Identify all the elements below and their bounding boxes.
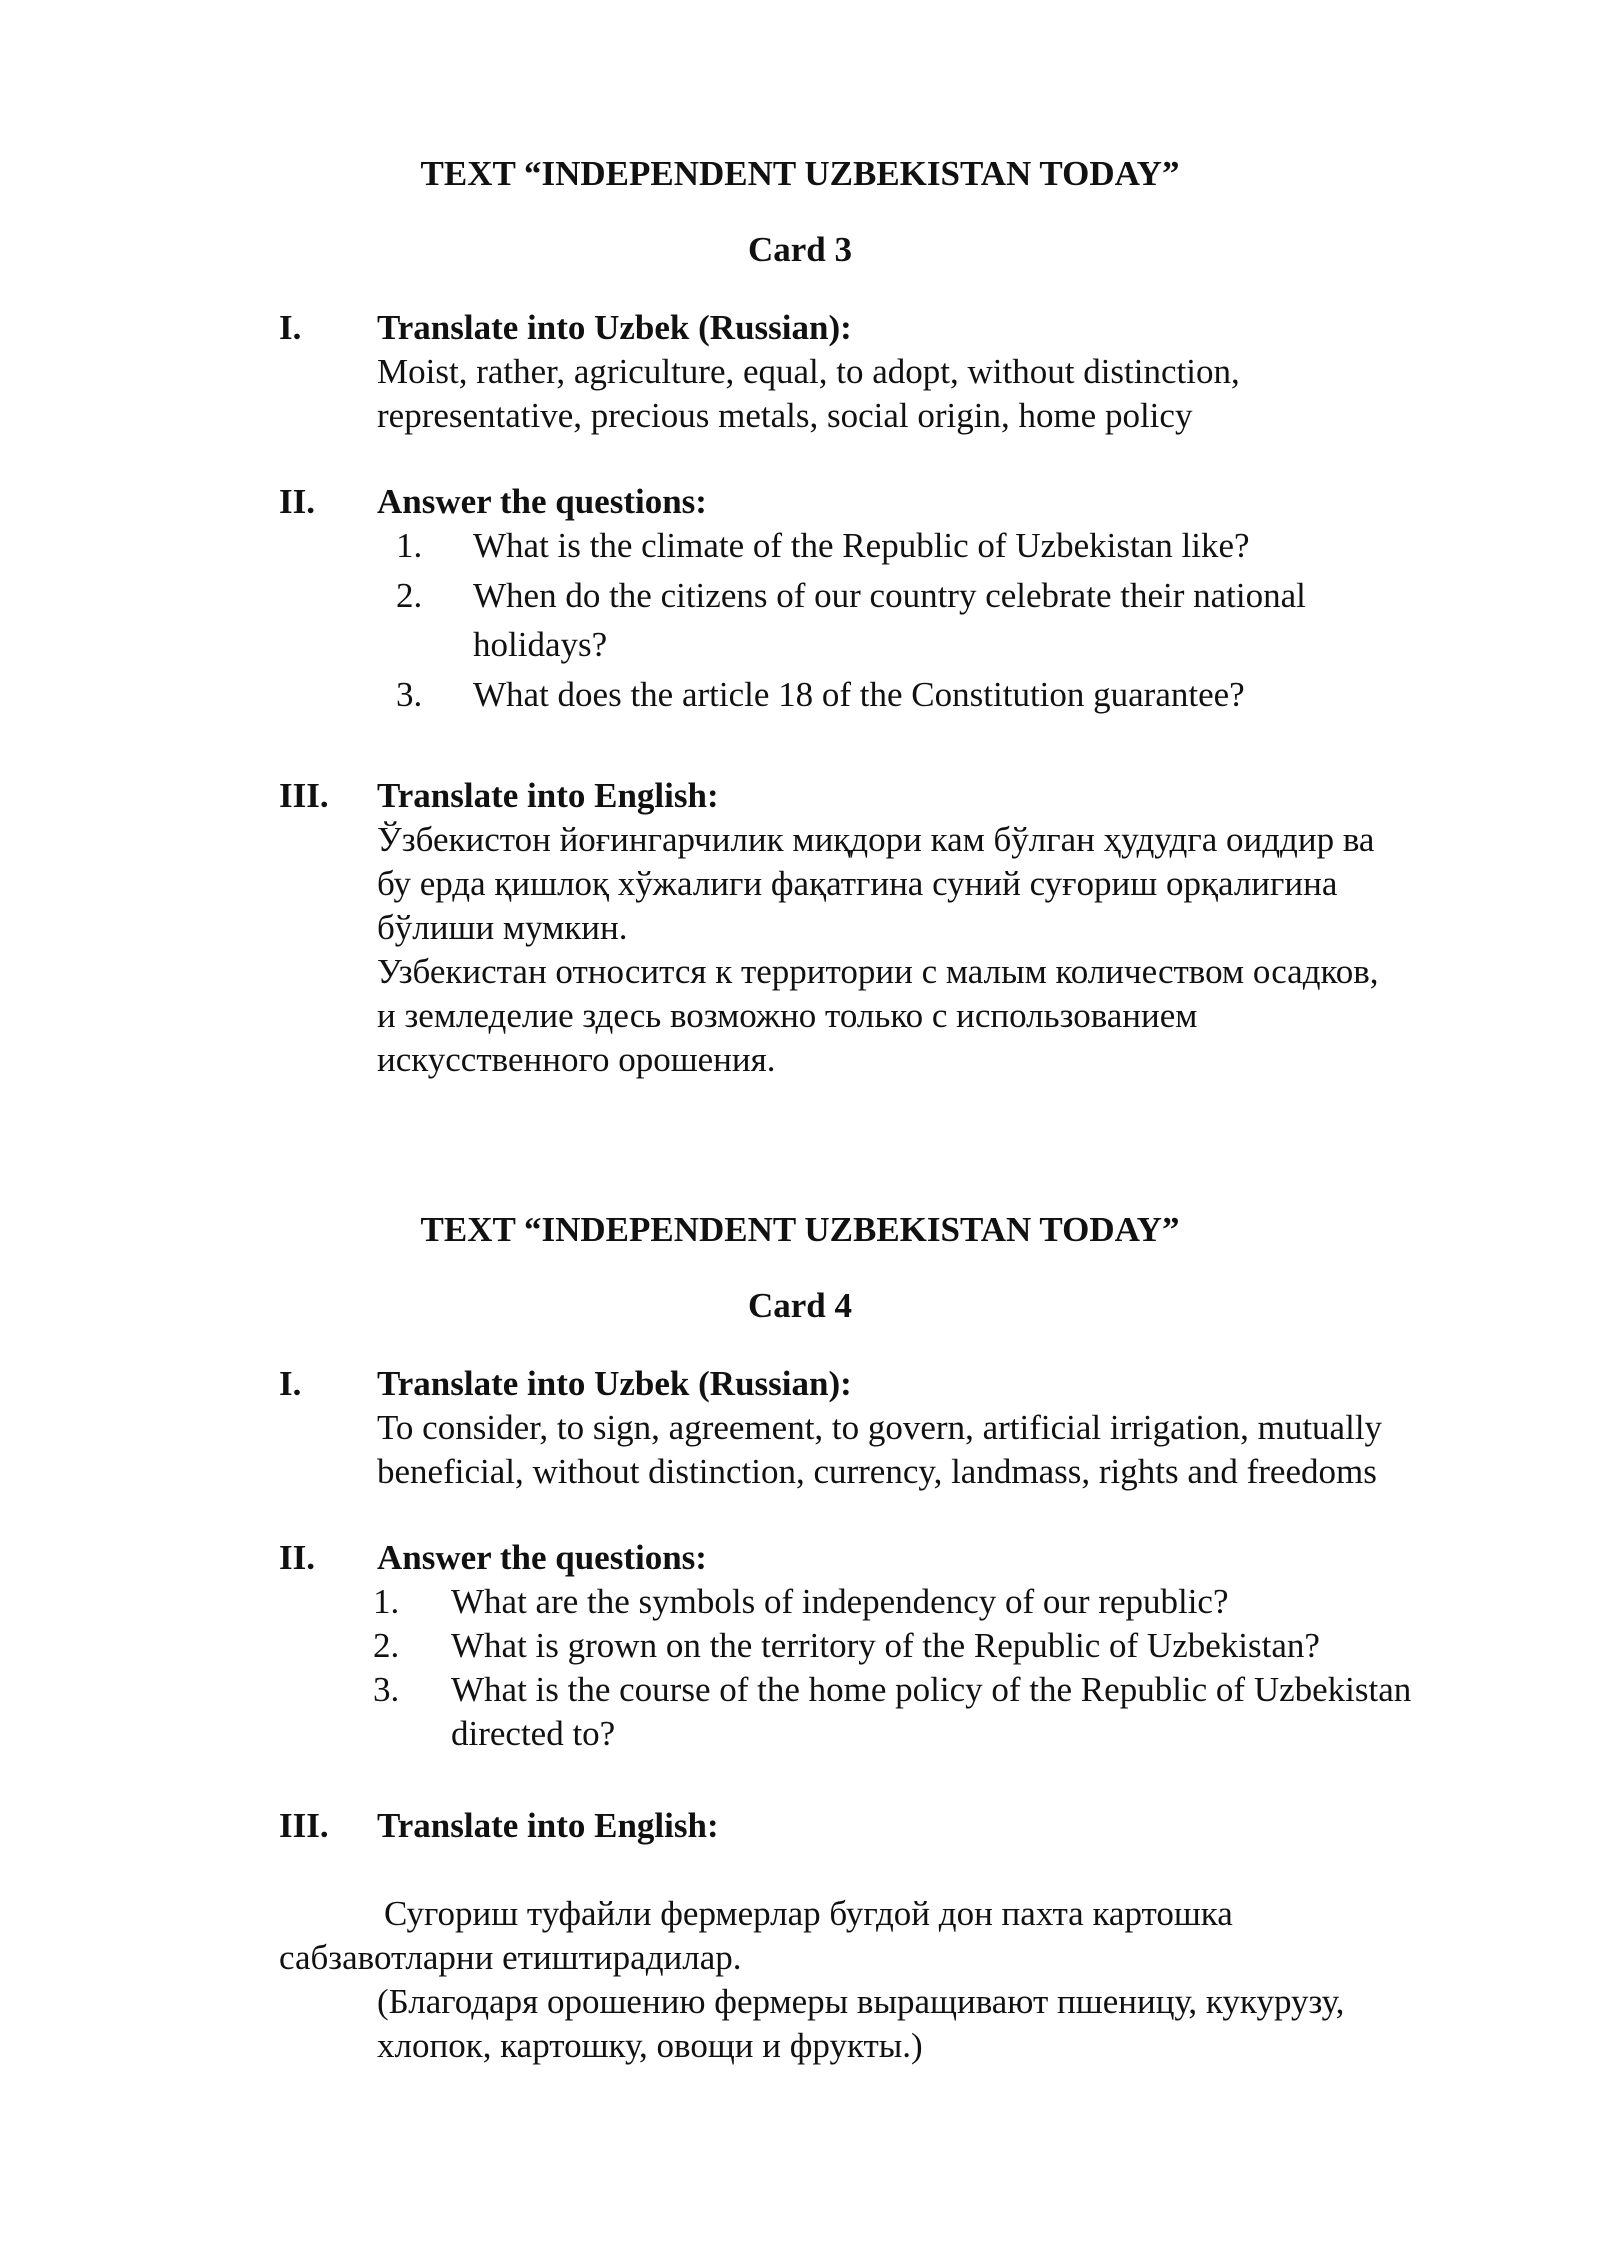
question-number: 1. bbox=[396, 526, 423, 565]
card-4-section-1-heading: Translate into Uzbek (Russian): bbox=[377, 1364, 852, 1403]
card-4-section-1-line: To consider, to sign, agreement, to govern, artificial irrigation, mutually bbox=[377, 1408, 1383, 1447]
question-text-continued: holidays? bbox=[473, 625, 608, 664]
card-4-section-3-line: (Благодаря орошению фермеры выращивают пшеницу, кукурузу, bbox=[377, 1982, 1345, 2021]
card-4-section-2-heading: Answer the questions: bbox=[377, 1538, 707, 1577]
card-3-section-3-numeral: III. bbox=[279, 776, 329, 815]
question-text: What is the course of the home policy of the Republic of Uzbekistan bbox=[451, 1670, 1412, 1709]
card-4-section-3-line: Сугориш туфайли фермерлар бугдой дон пахта картошка bbox=[384, 1894, 1233, 1933]
card-3-section-2-heading: Answer the questions: bbox=[377, 482, 707, 521]
card-4-label: Card 4 bbox=[747, 1286, 853, 1325]
card-4-section-1-numeral: I. bbox=[279, 1364, 302, 1403]
card-4-section-1-line: beneficial, without distinction, currency, landmass, rights and freedoms bbox=[377, 1452, 1377, 1491]
card-3-section-3-line: Ўзбекистон йоғингарчилик миқдори кам бўлган ҳудудга оиддир ва bbox=[377, 820, 1375, 859]
card-3-section-3-heading: Translate into English: bbox=[377, 776, 719, 815]
card-3-section-2-numeral: II. bbox=[279, 482, 315, 521]
card-3-label: Card 3 bbox=[747, 230, 853, 269]
card-3-document-title: TEXT “INDEPENDENT UZBEKISTAN TODAY” bbox=[420, 154, 1180, 193]
question-text: What is the climate of the Republic of Uzbekistan like? bbox=[473, 526, 1250, 565]
card-4-section-3-heading: Translate into English: bbox=[377, 1806, 719, 1845]
card-3-section-1-numeral: I. bbox=[279, 308, 302, 347]
question-text-continued: directed to? bbox=[451, 1714, 616, 1753]
question-text: What are the symbols of independency of our republic? bbox=[451, 1582, 1229, 1621]
question-number: 2. bbox=[396, 576, 423, 615]
card-3-section-3-line: искусственного орошения. bbox=[377, 1040, 776, 1079]
question-text: What is grown on the territory of the Republic of Uzbekistan? bbox=[451, 1626, 1320, 1665]
question-text: What does the article 18 of the Constitution guarantee? bbox=[473, 675, 1245, 714]
card-4-section-3-line: сабзавотларни етиштирадилар. bbox=[279, 1938, 742, 1977]
question-number: 3. bbox=[373, 1670, 400, 1709]
card-3-section-1-line: representative, precious metals, social origin, home policy bbox=[377, 396, 1193, 435]
card-3-section-1-heading: Translate into Uzbek (Russian): bbox=[377, 308, 852, 347]
card-4-section-2-numeral: II. bbox=[279, 1538, 315, 1577]
card-3-section-3-line: бу ерда қишлоқ хўжалиги фақатгина суний суғориш орқалигина bbox=[377, 864, 1338, 903]
card-4-section-3-numeral: III. bbox=[279, 1806, 329, 1845]
card-4-section-3-line: хлопок, картошку, овощи и фрукты.) bbox=[377, 2026, 923, 2065]
card-3-section-1-line: Moist, rather, agriculture, equal, to adopt, without distinction, bbox=[377, 352, 1240, 391]
card-3-section-3-line: Узбекистан относится к территории с малым количеством осадков, bbox=[377, 952, 1379, 991]
question-text: When do the citizens of our country celebrate their national bbox=[473, 576, 1306, 615]
question-number: 2. bbox=[373, 1626, 400, 1665]
question-number: 1. bbox=[373, 1582, 400, 1621]
card-3-section-3-line: и земледелие здесь возможно только с использованием bbox=[377, 996, 1198, 1035]
question-number: 3. bbox=[396, 675, 423, 714]
card-3-section-3-line: бўлиши мумкин. bbox=[377, 908, 628, 947]
card-4-document-title: TEXT “INDEPENDENT UZBEKISTAN TODAY” bbox=[420, 1210, 1180, 1249]
